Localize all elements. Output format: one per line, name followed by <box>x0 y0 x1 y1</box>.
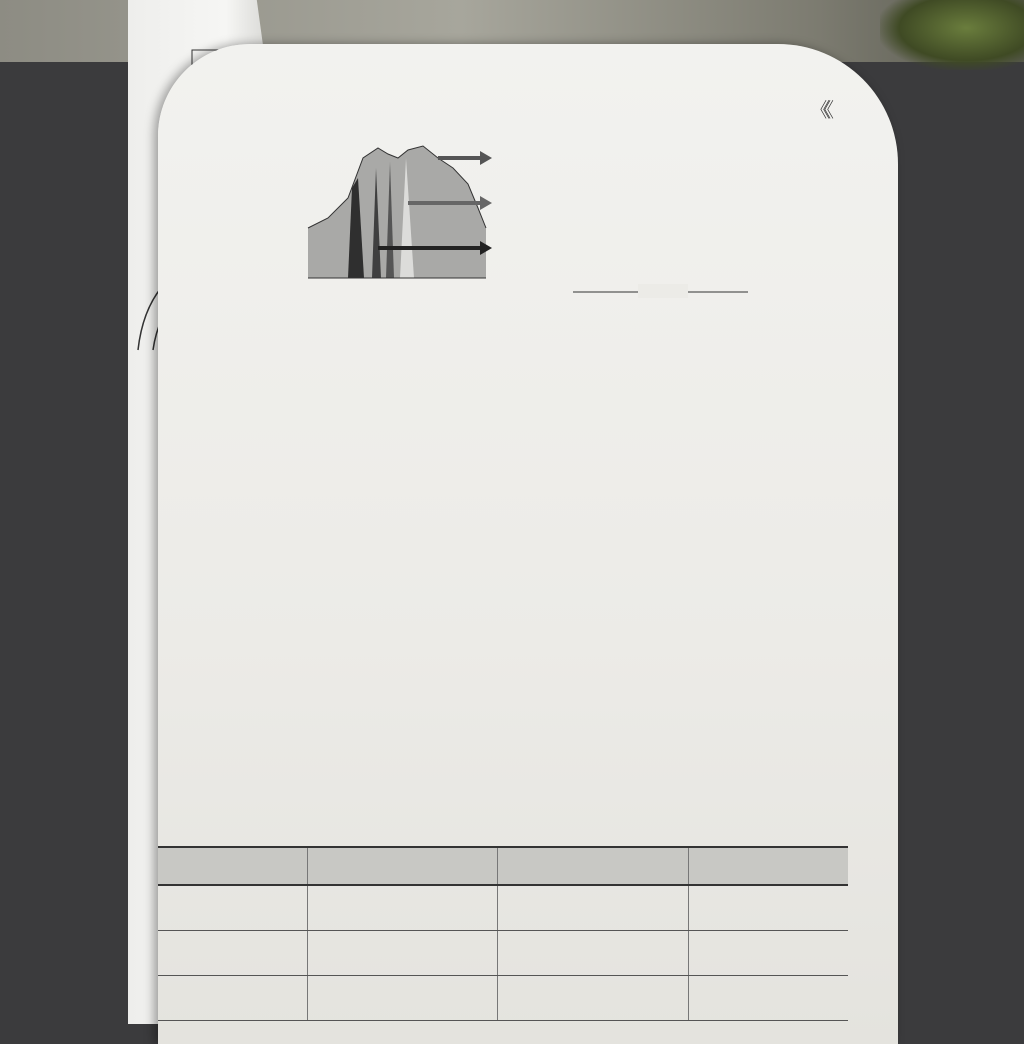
table-cell <box>498 976 689 1021</box>
table-cell <box>307 931 498 976</box>
background-plant <box>880 0 1024 70</box>
table-header-cell <box>158 847 307 885</box>
chevron-icon: 《《 <box>810 98 828 122</box>
table-header-cell <box>689 847 848 885</box>
lattice-constant-table <box>158 846 848 1021</box>
table-cell <box>689 931 848 976</box>
table-row <box>158 931 848 976</box>
table-cell <box>158 976 307 1021</box>
table-cell <box>498 931 689 976</box>
table-cell <box>307 976 498 1021</box>
table-cell <box>158 885 307 931</box>
table-cell <box>689 976 848 1021</box>
tandem-cell-figure <box>288 118 808 323</box>
table-cell <box>158 931 307 976</box>
table-cell <box>689 885 848 931</box>
group-label-bg <box>638 284 688 298</box>
table-row <box>158 976 848 1021</box>
table-cell <box>307 885 498 931</box>
arrow-head <box>480 196 492 210</box>
book-page <box>158 44 898 1044</box>
table-row <box>158 885 848 931</box>
table-header-cell <box>498 847 689 885</box>
table-header-row <box>158 847 848 885</box>
arrow-head <box>480 151 492 165</box>
table-cell <box>498 885 689 931</box>
table-header-cell <box>307 847 498 885</box>
